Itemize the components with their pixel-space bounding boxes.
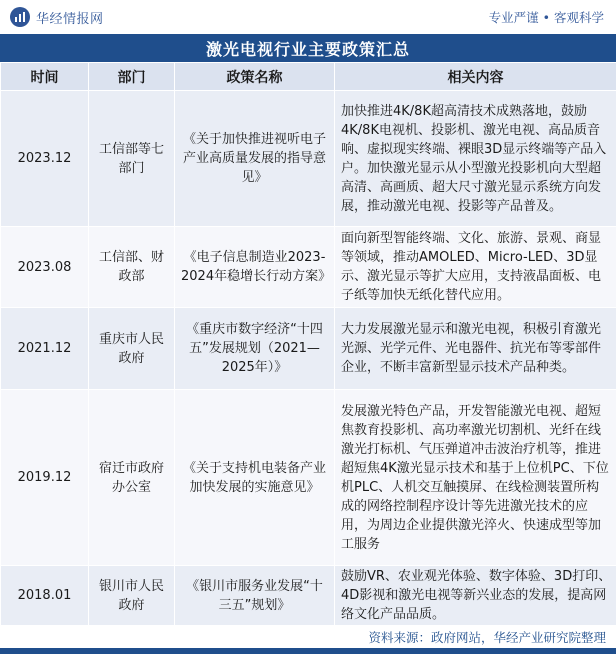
- cell-content: 加快推进4K/8K超高清技术成熟落地，鼓励4K/8K电视机、投影机、激光电视、高品质音响、虚拟现实终端、裸眼3D显示终端等产品入户。加快激光显示从小型激光投影机向大型超高清、高画质、超大尺寸激光显示系统方向发展，推动激光电视、投影等产品普及。: [335, 91, 616, 227]
- column-header-policy-name: 政策名称: [175, 63, 335, 91]
- cell-time: 2021.12: [1, 308, 89, 390]
- table-row: [1, 227, 616, 308]
- cell-content: 鼓励VR、农业观光体验、数字体验、3D打印、4D影视和激光电视等新兴业态的发展，提高网络文化产品品质。: [335, 566, 616, 626]
- cell-dept: 银川市人民政府: [89, 566, 175, 626]
- table-row: [1, 390, 616, 566]
- cell-time: 2019.12: [1, 390, 89, 566]
- cell-time: 2023.08: [1, 227, 89, 308]
- table-row: [1, 91, 616, 227]
- cell-policy-name: 《关于支持机电装备产业加快发展的实施意见》: [175, 390, 335, 566]
- cell-dept: 重庆市人民政府: [89, 308, 175, 390]
- bottom-divider: [0, 648, 616, 654]
- cell-time: 2023.12: [1, 91, 89, 227]
- column-header-time: 时间: [1, 63, 89, 91]
- top-bar: [0, 0, 616, 34]
- cell-content: 面向新型智能终端、文化、旅游、景观、商显等领域，推动AMOLED、Micro-LED、3D显示、激光显示等扩大应用，支持液晶面板、电子纸等加快无纸化替代应用。: [335, 227, 616, 308]
- cell-time: 2018.01: [1, 566, 89, 626]
- cell-policy-name: 《银川市服务业发展“十三五”规划》: [175, 566, 335, 626]
- column-header-content: 相关内容: [335, 63, 616, 91]
- slogan: 专业严谨 • 客观科学: [488, 10, 604, 25]
- table-row: [1, 566, 616, 626]
- page-title: 激光电视行业主要政策汇总: [0, 34, 616, 62]
- cell-content: 发展激光特色产品，开发智能激光电视、超短焦教育投影机、高功率激光切割机、光纤在线激光打标机、气压弹道冲击波治疗机等，推进超短焦4K激光显示技术和基于上位机PC、下位机PLC、人机交互触摸屏、在线检测装置所构成的网络控制程序设计等先进激光技术的应用，为周边企业提供激光淬火、快速成型等加工服务: [335, 390, 616, 566]
- brand-logo-icon: [10, 7, 30, 27]
- cell-content: 大力发展激光显示和激光电视，积极引育激光光源、光学元件、光电器件、抗光布等零部件企业，不断丰富新型显示技术产品种类。: [335, 308, 616, 390]
- brand-name: 华经情报网: [36, 11, 104, 27]
- table-row: [1, 308, 616, 390]
- cell-policy-name: 《关于加快推进视听电子产业高质量发展的指导意见》: [175, 91, 335, 227]
- brand[interactable]: [10, 7, 104, 27]
- policy-table: [0, 62, 616, 626]
- cell-dept: 工信部、财政部: [89, 227, 175, 308]
- cell-dept: 宿迁市政府办公室: [89, 390, 175, 566]
- cell-policy-name: 《重庆市数字经济“十四五”发展规划（2021—2025年）》: [175, 308, 335, 390]
- table-header-row: [1, 63, 616, 91]
- cell-dept: 工信部等七部门: [89, 91, 175, 227]
- cell-policy-name: 《电子信息制造业2023-2024年稳增长行动方案》: [175, 227, 335, 308]
- source-note: 资料来源：政府网站，华经产业研究院整理: [368, 630, 606, 645]
- column-header-dept: 部门: [89, 63, 175, 91]
